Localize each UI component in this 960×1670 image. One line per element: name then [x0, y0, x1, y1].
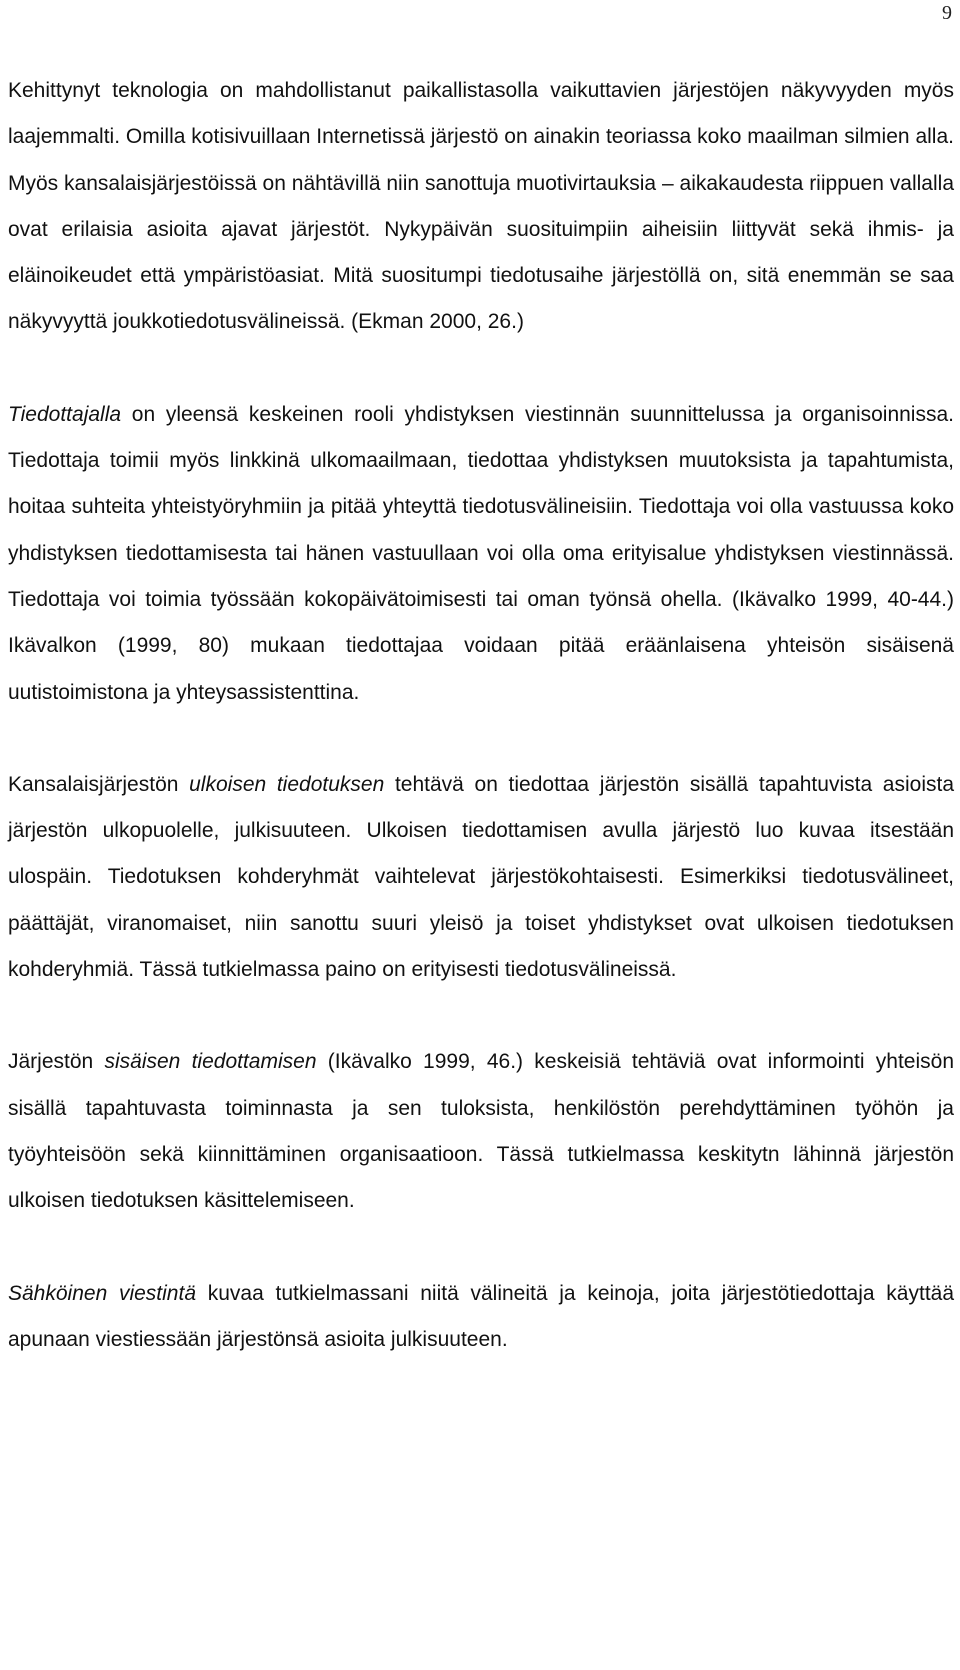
- italic-term-sahkoinen-viestinta: Sähköinen viestintä: [8, 1281, 197, 1305]
- italic-term-tiedottajalla: Tiedottajalla: [8, 402, 122, 426]
- paragraph-technology-visibility: [8, 68, 954, 346]
- italic-term-sisaisen-tiedottamisen: sisäisen tiedottamisen: [104, 1050, 317, 1074]
- paragraph-gap: [8, 1225, 954, 1271]
- paragraph-text: (Ikävalko 1999, 46.) keskeisiä tehtäviä ovat informointi yhteisön sisällä tapahtuvasta toiminnasta ja sen tuloksista, henkilöstön perehdyttäminen työhön ja työyhteisöön sekä kiinnittäminen organisaatioon. Tässä tutkielmassa keskitytn lähinnä järjestön ulkoisen tiedotuksen käsittelemiseen.: [8, 1050, 954, 1213]
- paragraph-external-communication: [8, 762, 954, 993]
- paragraph-text: kuvaa tutkielmassani niitä välineitä ja keinoja, joita järjestötiedottaja käyttää apunaan viestiessään järjestönsä asioita julkisuuteen.: [8, 1281, 955, 1351]
- paragraph-press-officer: [8, 392, 954, 716]
- paragraph-gap: [8, 993, 954, 1039]
- paragraph-internal-communication: [8, 1039, 954, 1224]
- paragraph-electronic-communication: [8, 1271, 954, 1364]
- paragraph-prefix: Järjestön: [8, 1050, 105, 1074]
- paragraph-gap: [8, 346, 954, 392]
- page-number: 9: [942, 2, 952, 24]
- italic-term-ulkoisen-tiedotuksen: ulkoisen tiedotuksen: [189, 772, 385, 796]
- paragraph-text: tehtävä on tiedottaa järjestön sisällä tapahtuvista asioista järjestön ulkopuolelle, julkisuuteen. Ulkoisen tiedottamisen avulla järjestö luo kuvaa itsestään ulospäin. Tiedotuksen kohderyhmät vaihtelevat järjestökohtaisesti. Esimerkiksi tiedotusvälineet, päättäjät, viranomaiset, niin sanottu suuri yleisö ja toiset yhdistykset ovat ulkoisen tiedotuksen kohderyhmiä. Tässä tutkielmassa paino on erityisesti tiedotusvälineissä.: [8, 772, 955, 982]
- paragraph-prefix: Kansalaisjärjestön: [8, 772, 190, 796]
- paragraph-text: Kehittynyt teknologia on mahdollistanut paikallistasolla vaikuttavien järjestöjen näkyvyyden myös laajemmalti. Omilla kotisivuillaan Internetissä järjestö on ainakin teoriassa koko maailman silmien alla. Myös kansalaisjärjestöissä on nähtävillä niin sanottuja muotivirtauksia – aikakaudesta riippuen vallalla ovat erilaisia asioita ajavat järjestöt. Nykypäivän suosituimpiin aiheisiin liittyvät sekä ihmis- ja eläinoikeudet että ympäristöasiat. Mitä suositumpi tiedotusaihe järjestöllä on, sitä enemmän se saa näkyvyyttä joukkotiedotusvälineissä. (Ekman 2000, 26.): [8, 79, 954, 334]
- paragraph-text: on yleensä keskeinen rooli yhdistyksen viestinnän suunnittelussa ja organisoinnissa. Tiedottaja toimii myös linkkinä ulkomaailmaan, tiedottaa yhdistyksen muutoksista ja tapahtumista, hoitaa suhteita yhteistyöryhmiin ja pitää yhteyttä tiedotusvälineisiin. Tiedottaja voi olla vastuussa koko yhdistyksen tiedottamisesta tai hänen vastuullaan voi olla oma erityisalue yhdistyksen viestinnässä. Tiedottaja voi toimia työssään kokopäivätoimisesti tai oman työnsä ohella. (Ikävalko 1999, 40-44.) Ikävalkon (1999, 80) mukaan tiedottajaa voidaan pitää eräänlaisena yhteisön sisäisenä uutistoimistona ja yhteysassistenttina.: [8, 402, 954, 704]
- document-body: [8, 68, 954, 1363]
- paragraph-gap: [8, 716, 954, 762]
